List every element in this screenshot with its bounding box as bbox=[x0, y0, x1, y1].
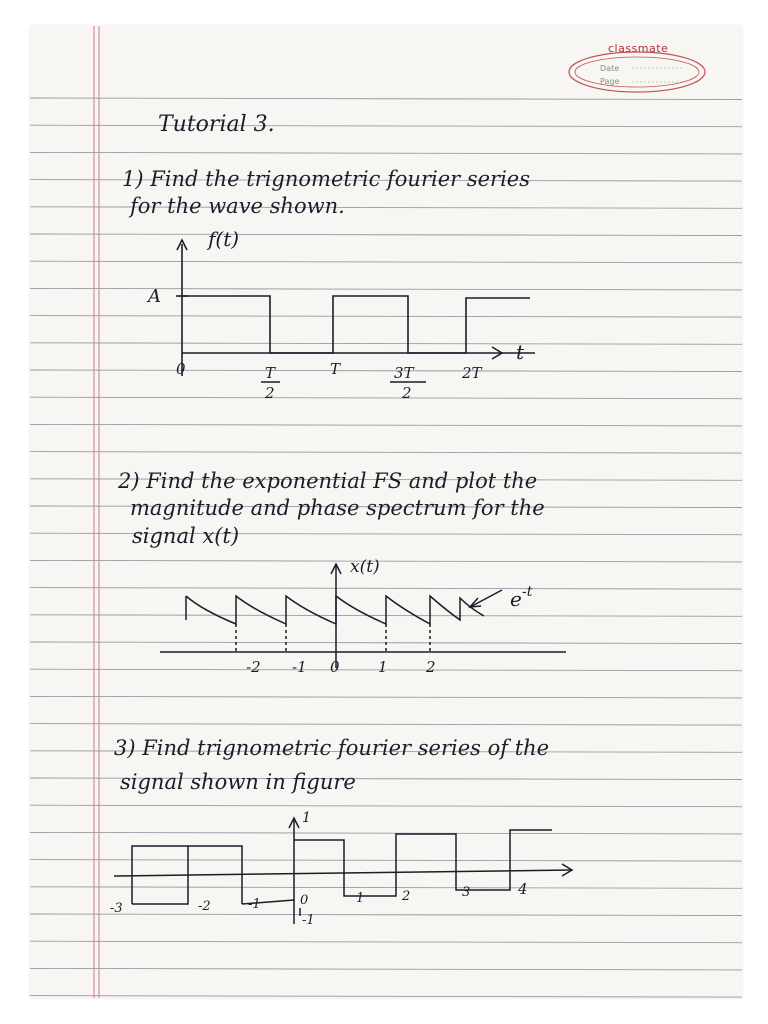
q2-tick-1: 1 bbox=[378, 658, 388, 676]
q2-curve-label-base: e bbox=[510, 587, 522, 611]
q2-tick-m1: -1 bbox=[292, 658, 307, 676]
q2-tick-0: 0 bbox=[330, 658, 340, 676]
date-label: Date bbox=[600, 64, 620, 73]
q2-tick-m2: -2 bbox=[246, 658, 261, 676]
q3-level-low: -1 bbox=[302, 913, 315, 928]
ruled-line bbox=[30, 696, 742, 698]
ruled-line bbox=[30, 152, 742, 154]
ruled-line bbox=[30, 724, 742, 726]
q3-level-high: 1 bbox=[302, 810, 311, 826]
q1-amplitude-label: A bbox=[148, 286, 161, 307]
q3-tick-4: 4 bbox=[518, 880, 528, 898]
ruled-line bbox=[30, 968, 742, 970]
q2-exponential-figure bbox=[150, 554, 610, 684]
q1-line1: 1) Find the trignometric fourier series bbox=[122, 167, 531, 191]
q3-wave bbox=[294, 830, 552, 896]
q1-tick-0: 0 bbox=[176, 360, 186, 378]
q3-tick-1: 1 bbox=[356, 891, 365, 906]
q2-curve-label-exp: -t bbox=[522, 584, 533, 600]
q3-tick-0: 0 bbox=[300, 893, 309, 908]
notebook-page bbox=[30, 26, 742, 998]
q1-line2: for the wave shown. bbox=[130, 194, 345, 218]
q2-y-label: x(t) bbox=[350, 557, 380, 577]
q3-square-wave-figure bbox=[100, 812, 600, 942]
ruled-line bbox=[30, 452, 742, 454]
q2-line2: magnitude and phase spectrum for the bbox=[130, 496, 545, 520]
q3-tick-2: 2 bbox=[402, 889, 411, 904]
ruled-line bbox=[30, 805, 742, 807]
q1-tick-3T2-num: 3T bbox=[394, 364, 414, 382]
q3-tick-m1: -1 bbox=[248, 897, 261, 912]
q1-square-wave-figure bbox=[140, 226, 590, 406]
page-label: Page bbox=[600, 77, 620, 86]
q2-line1: 2) Find the exponential FS and plot the bbox=[118, 469, 538, 493]
q2-decay-curve bbox=[186, 596, 484, 624]
q3-tick-3: 3 bbox=[462, 885, 471, 900]
q2-tick-2: 2 bbox=[426, 658, 436, 676]
q2-label-pointer bbox=[472, 590, 502, 606]
q1-tick-T2-den: 2 bbox=[265, 384, 275, 402]
ruled-line bbox=[30, 996, 742, 998]
q1-tick-2T: 2T bbox=[462, 364, 482, 382]
q1-tick-T2-num: T bbox=[265, 364, 276, 382]
page-title: Tutorial 3. bbox=[158, 112, 275, 137]
q3-x-axis bbox=[114, 870, 572, 876]
q2-line3: signal x(t) bbox=[132, 524, 240, 548]
ruled-line bbox=[30, 125, 742, 127]
brand-name: classmate bbox=[608, 42, 669, 55]
q3-line2: signal shown in figure bbox=[120, 770, 356, 794]
q1-tick-3T2-den: 2 bbox=[402, 384, 412, 402]
q3-line1: 3) Find trignometric fourier series of the bbox=[114, 736, 550, 760]
q1-wave bbox=[182, 296, 530, 353]
ruled-line bbox=[30, 424, 742, 426]
q1-tick-T: T bbox=[330, 360, 341, 378]
q1-y-label: f(t) bbox=[208, 227, 240, 251]
q3-tick-m3: -3 bbox=[110, 901, 123, 916]
q1-x-label: t bbox=[516, 340, 525, 364]
q3-tick-m2: -2 bbox=[198, 899, 211, 914]
